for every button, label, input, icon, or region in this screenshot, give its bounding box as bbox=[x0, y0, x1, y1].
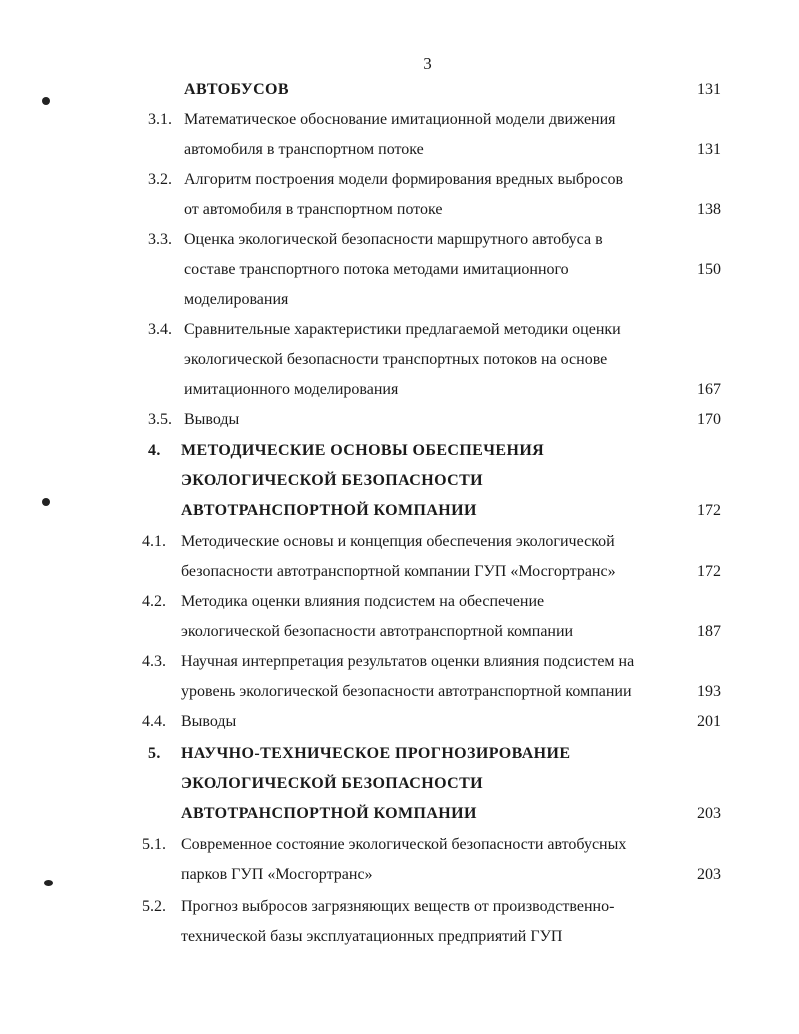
toc-entry-line: уровень экологической безопасности автотранспортной компании bbox=[181, 683, 632, 700]
toc-chapter-line: АВТОТРАНСПОРТНОЙ КОМПАНИИ bbox=[181, 805, 477, 822]
toc-page-number: 193 bbox=[697, 683, 721, 700]
toc-entry-number: 4.4. bbox=[142, 713, 166, 730]
toc-page-number: 172 bbox=[697, 563, 721, 580]
margin-mark bbox=[44, 880, 53, 886]
toc-chapter-line: ЭКОЛОГИЧЕСКОЙ БЕЗОПАСНОСТИ bbox=[181, 472, 484, 489]
toc-entry-line: Сравнительные характеристики предлагаемой методики оценки bbox=[184, 321, 621, 338]
toc-entry-line: Алгоритм построения модели формирования вредных выбросов bbox=[184, 171, 624, 188]
toc-chapter-line: ЭКОЛОГИЧЕСКОЙ БЕЗОПАСНОСТИ bbox=[181, 775, 484, 792]
toc-chapter-number: 5. bbox=[148, 745, 161, 762]
toc-entry-line: экологической безопасности автотранспортной компании bbox=[181, 623, 574, 640]
toc-page-number: 131 bbox=[697, 141, 721, 158]
toc-page-number: 170 bbox=[697, 411, 721, 428]
toc-entry-line: Научная интерпретация результатов оценки влияния подсистем на bbox=[181, 653, 635, 670]
toc-entry-line: от автомобиля в транспортном потоке bbox=[184, 201, 443, 218]
toc-entry-number: 3.3. bbox=[148, 231, 172, 248]
toc-page-number: 138 bbox=[697, 201, 721, 218]
toc-page-number: 167 bbox=[697, 381, 721, 398]
toc-entry-line: моделирования bbox=[184, 291, 289, 308]
toc-page-number: 201 bbox=[697, 713, 721, 730]
toc-page-number: 203 bbox=[697, 805, 721, 822]
toc-entry-number: 3.1. bbox=[148, 111, 172, 128]
toc-entry-line: безопасности автотранспортной компании ГУП «Мосгортранс» bbox=[181, 563, 616, 580]
toc-entry-line: экологической безопасности транспортных потоков на основе bbox=[184, 351, 608, 368]
margin-mark bbox=[42, 498, 50, 506]
toc-entry-line: технической базы эксплуатационных предприятий ГУП bbox=[181, 928, 563, 945]
toc-page-number: 172 bbox=[697, 502, 721, 519]
toc-entry-number: 5.2. bbox=[142, 898, 166, 915]
toc-chapter-line: МЕТОДИЧЕСКИЕ ОСНОВЫ ОБЕСПЕЧЕНИЯ bbox=[181, 442, 545, 459]
page-number: 3 bbox=[423, 54, 432, 73]
toc-entry-line: имитационного моделирования bbox=[184, 381, 399, 398]
toc-entry-line: составе транспортного потока методами имитационного bbox=[184, 261, 569, 278]
toc-entry-number: 3.4. bbox=[148, 321, 172, 338]
toc-entry-line: автомобиля в транспортном потоке bbox=[184, 141, 424, 158]
margin-mark bbox=[42, 97, 50, 105]
toc-entry-number: 4.1. bbox=[142, 533, 166, 550]
toc-entry-line: Современное состояние экологической безопасности автобусных bbox=[181, 836, 627, 853]
toc-entry-line: Выводы bbox=[184, 411, 240, 428]
toc-entry-line: Прогноз выбросов загрязняющих веществ от производственно- bbox=[181, 898, 615, 915]
toc-entry-number: 4.3. bbox=[142, 653, 166, 670]
toc-chapter-line: НАУЧНО-ТЕХНИЧЕСКОЕ ПРОГНОЗИРОВАНИЕ bbox=[181, 745, 571, 762]
toc-entry-line: Математическое обоснование имитационной модели движения bbox=[184, 111, 616, 128]
toc-page-number: 187 bbox=[697, 623, 721, 640]
toc-entry-number: 4.2. bbox=[142, 593, 166, 610]
toc-entry-number: 3.5. bbox=[148, 411, 172, 428]
toc-entry-number: 5.1. bbox=[142, 836, 166, 853]
toc-entry-line: Выводы bbox=[181, 713, 237, 730]
toc-entry-line: Методика оценки влияния подсистем на обеспечение bbox=[181, 593, 545, 610]
toc-entry-line: Оценка экологической безопасности маршрутного автобуса в bbox=[184, 231, 603, 248]
toc-chapter-line: АВТОТРАНСПОРТНОЙ КОМПАНИИ bbox=[181, 502, 477, 519]
toc-page-number: 131 bbox=[697, 81, 721, 98]
toc-chapter-number: 4. bbox=[148, 442, 161, 459]
toc-entry-number: 3.2. bbox=[148, 171, 172, 188]
toc-heading-line: АВТОБУСОВ bbox=[184, 81, 289, 98]
toc-entry-line: парков ГУП «Мосгортранс» bbox=[181, 866, 373, 883]
toc-page-number: 203 bbox=[697, 866, 721, 883]
toc-entry-line: Методические основы и концепция обеспечения экологической bbox=[181, 533, 615, 550]
toc-page-number: 150 bbox=[697, 261, 721, 278]
